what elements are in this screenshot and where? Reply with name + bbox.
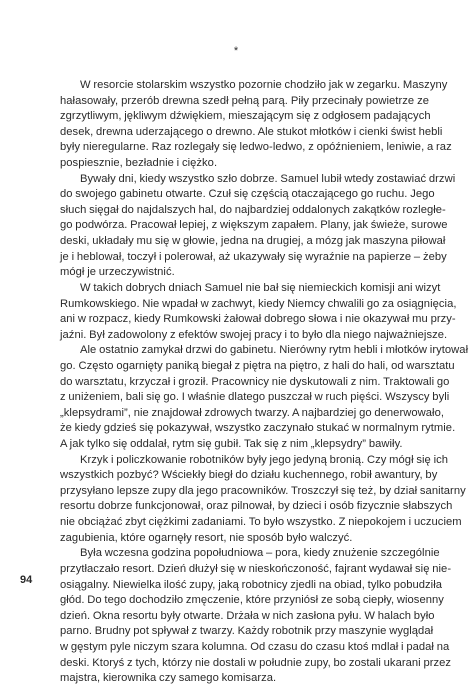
text-line: Była wczesna godzina popołudniowa – pora, kiedy znużenie szczególnie	[80, 547, 440, 560]
text-line: parno. Brudny pot spływał z twarzy. Każdy robotnik przy maszynie wyglądał	[60, 625, 434, 638]
text-line: hałasowały, przerób drewna szedł pełną parą. Piły przecinały powietrze ze	[60, 94, 429, 107]
text-line: A jak tylko się oddalał, rytm się gubił. Tak się z nim „klepsydry” bawiły.	[60, 438, 403, 451]
text-line: zgrzytliwym, jękliwym dźwiękiem, mieszającym się z odgłosem padających	[60, 110, 431, 123]
body-text	[60, 78, 469, 687]
text-line: w gęstym pyle niczym szara kolumna. Od czasu do czasu ktoś mdlał i padał na	[60, 640, 450, 653]
text-line: deski, układały mu się w głowie, jedna na drugiej, a mózg jak maszyna piłował	[60, 235, 446, 248]
text-line: resortu dobrze funkcjonował, oraz pilnował, by dzieci i osób fizycznie słabszych	[60, 500, 453, 513]
text-line: W resorcie stolarskim wszystko pozornie chodziło jak w zegarku. Maszyny	[80, 79, 448, 91]
text-line: że kiedy gdzieś się pokazywał, wszystko zaczynało stukać w normalnym rytmie.	[60, 422, 456, 435]
text-line: majstra, kierownika czy samego komisarza.	[60, 672, 277, 685]
text-line: Ale ostatnio zamykał drzwi do gabinetu. Nierówny rytm hebli i młotków irytował	[80, 344, 469, 357]
text-line: przysyłano lepsze zupy dla jego pracowników. Troszczył się też, by dział sanitarny	[60, 484, 466, 497]
text-line: go. Często ogarnięty paniką biegał z piętra na piętro, z hali do hali, od warsztatu	[60, 359, 455, 372]
section-separator: *	[233, 45, 239, 57]
text-line: głód. Do tego dochodziło zmęczenie, które przyniósł ze sobą ciepły, wiosenny	[60, 594, 444, 607]
text-line: „klepsydrami”, nie znajdował zdrowych twarzy. A najbardziej go denerwowało,	[60, 406, 445, 419]
page-number: 94	[20, 574, 33, 586]
text-line: wszystkich pozbyć? Wściekły biegł do działu kuchennego, robił awantury, by	[60, 469, 438, 482]
text-line: z uniżeniem, bali się go. I właśnie dlatego puszczał w ruch pięści. Wszyscy byli	[60, 391, 450, 404]
text-line: Rumkowskiego. Nie wpadał w zachwyt, kiedy Niemcy chwalili go za osiągnięcia,	[60, 297, 457, 310]
text-line: go podwórza. Pracował lepiej, z większym zapałem. Plany, jak świeże, surowe	[60, 219, 448, 232]
text-line: zagubienia, które ogarnęły resort, nie sposób było walczyć.	[60, 531, 353, 544]
text-line: Bywały dni, kiedy wszystko szło dobrze. Samuel lubił wtedy zostawiać drzwi	[80, 172, 456, 185]
text-line: pospiesznie, bezładnie i ciężko.	[60, 157, 218, 170]
text-line: Krzyk i policzkowanie robotników były jego jedyną bronią. Czy mógł się ich	[80, 453, 449, 466]
text-line: jaźni. Był zadowolony z efektów swojej pracy i to było dla niego najważniejsze.	[60, 328, 448, 341]
text-line: dzień. Okna resortu były otwarte. Drżała w nich zasłona pyłu. W halach było	[60, 609, 435, 622]
text-line: W takich dobrych dniach Samuel nie bał się niemieckich komisji ani wizyt	[80, 281, 441, 294]
text-line: słuch sięgał do najdalszych hal, do najbardziej oddalonych zakątków rozległe-	[60, 203, 446, 216]
text-line: mógł je urzeczywistnić.	[60, 266, 175, 279]
text-line: je i heblował, toczył i polerował, aż ukazywały się wyraźnie na papierze – żeby	[60, 250, 447, 263]
text-line: do warsztatu, krzyczał i groził. Pracownicy nie dyskutowali z nim. Traktowali go	[60, 375, 450, 388]
text-line: ani w rozpacz, kiedy Rumkowski żałował dobrego słowa i nie okazywał mu przy-	[60, 313, 456, 326]
text-line: desek, drewna uderzającego o drewno. Ale stukot młotków i cienki świst hebli	[60, 125, 443, 138]
text-line: osiągalny. Niewielka ilość zupy, jaką robotnicy zjedli na obiad, tylko pobudziła	[60, 578, 443, 591]
text-line: deski. Ktoryś z tych, którzy nie dostali w południe zupy, bo zostali ukarani przez	[60, 656, 452, 669]
text-line: były nieregularne. Raz rozlegały się ledwo-ledwo, z opóźnieniem, leniwie, a raz	[60, 141, 452, 154]
text-line: do swojego gabinetu otwarte. Czuł się częścią otaczającego go ruchu. Jego	[60, 188, 435, 201]
text-line: przytłaczało resort. Dzień dłużył się w nieskończoność, fajrant wydawał się nie-	[60, 562, 452, 575]
text-line: nie obciążać zbyt ciężkimi zadaniami. To było wszystko. Z niepokojem i uczuciem	[60, 516, 462, 529]
